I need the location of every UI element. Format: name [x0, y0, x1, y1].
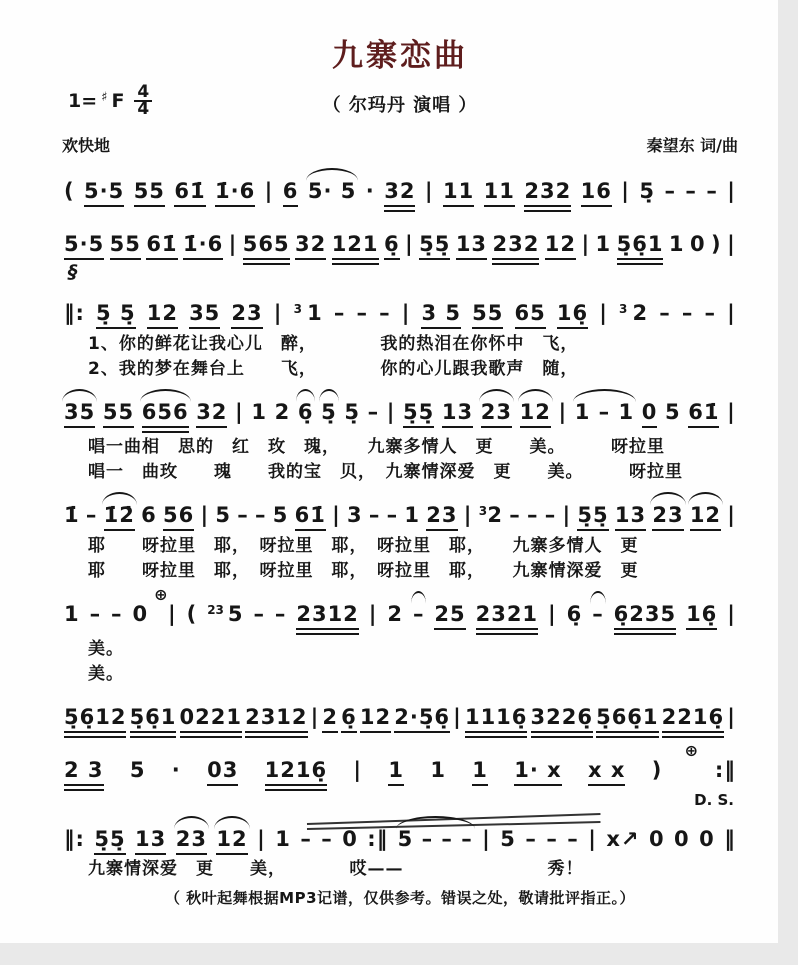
note-group: 1	[307, 301, 323, 325]
music-system	[62, 387, 738, 485]
note-group: x↗	[606, 827, 640, 851]
barline: |	[727, 602, 736, 626]
note-group: 5̣66̣1	[596, 704, 658, 738]
note-group: 6̣	[384, 231, 400, 260]
note-group: –	[509, 503, 521, 527]
note-group: –	[274, 602, 287, 626]
note-group: 2	[632, 301, 649, 325]
note-group: 25	[434, 601, 465, 630]
note-group: –	[356, 301, 368, 325]
note-group: 5̣6̣1	[617, 231, 664, 265]
music-system	[62, 166, 738, 214]
barline: )	[711, 232, 722, 256]
notes-row	[62, 585, 738, 637]
barline: |	[200, 503, 210, 527]
barline: |	[727, 179, 736, 203]
note-group: 1̇2̇	[104, 502, 135, 531]
note-group: –	[659, 301, 671, 325]
key-letter: F	[111, 90, 125, 112]
note-group: –	[368, 503, 381, 527]
note-group: 3	[347, 503, 363, 527]
note-group: 55	[103, 399, 134, 428]
note-group: 2	[322, 704, 338, 733]
note-group: –	[546, 827, 558, 851]
barline: |	[588, 827, 597, 851]
note-group: 56	[163, 502, 194, 531]
note-group: 2312	[245, 704, 307, 738]
music-system	[62, 219, 738, 283]
note-group: 1̇·6	[183, 231, 223, 260]
note-group: –	[237, 503, 249, 527]
lyric-line: 唱一曲相 思的 红 玫 瑰， 九寨多情人 更 美。 呀拉里	[88, 437, 665, 457]
note-group: 61̇	[146, 231, 177, 260]
note-group: 5̣6̣12	[64, 704, 126, 738]
note-group: –	[386, 503, 399, 527]
note-group: 5̣5̣	[94, 826, 125, 855]
notes-row	[62, 741, 738, 793]
note-group: x x	[588, 757, 625, 786]
note-group: 2 3	[64, 757, 104, 791]
lyric-line: 耶 呀拉里 耶， 呀拉里 耶， 呀拉里 耶， 九寨多情人 更	[88, 536, 639, 556]
note-group: 1̇	[64, 503, 80, 527]
note-group: 232	[492, 231, 539, 265]
note-group: 656	[142, 399, 189, 433]
note-group: 12	[690, 502, 721, 531]
note-group: 1̇·6	[215, 178, 255, 207]
barline: |	[257, 827, 266, 851]
barline: :‖	[714, 758, 736, 782]
note-group: 5 – – –	[397, 827, 473, 851]
note-group: 1216̣	[265, 757, 327, 791]
note-group: 565	[243, 231, 290, 265]
note-group: 0221	[180, 704, 242, 738]
note-group: 5	[227, 602, 244, 626]
barline: |	[273, 301, 283, 325]
barline: |	[621, 179, 630, 203]
right-edge	[778, 0, 798, 965]
note-group: 23	[652, 502, 683, 531]
note-group: 23	[176, 826, 207, 855]
sheet-content	[62, 30, 738, 908]
barline: |	[558, 400, 568, 424]
notes-row	[62, 219, 738, 267]
coda-icon: ⊕	[684, 741, 700, 760]
note-group: 35	[64, 399, 95, 428]
note-group: 11	[484, 178, 515, 207]
grace-note: 3	[293, 302, 302, 316]
note-group: 1	[404, 503, 421, 527]
note-group: 2	[487, 503, 503, 527]
note-group: –	[333, 301, 346, 325]
barline: |	[310, 705, 320, 729]
lyric-line: 美。	[88, 639, 124, 659]
note-group: 13	[442, 399, 473, 428]
note-group: –	[525, 827, 537, 851]
barline: |	[548, 602, 557, 626]
note-group: 23	[481, 399, 512, 428]
note-group: –	[681, 301, 694, 325]
note-group: 2321	[476, 601, 538, 635]
note-group: –	[685, 179, 697, 203]
note-group: –	[367, 400, 380, 424]
grace-note: 3	[478, 504, 488, 518]
notes-row	[62, 288, 738, 332]
note-group: 55	[134, 178, 165, 207]
barline: |	[727, 705, 736, 729]
note-group: 0	[699, 827, 715, 851]
note-group: 0	[689, 232, 706, 256]
barline: |	[405, 232, 414, 256]
note-group: –	[85, 503, 98, 527]
segno-icon: §	[68, 261, 78, 283]
note-group: 65	[515, 300, 546, 329]
note-group: 61̇	[174, 178, 205, 207]
note-group: 1	[64, 602, 80, 626]
note-group: 11	[443, 178, 474, 207]
note-group: 5̣ 5̣	[96, 300, 136, 329]
note-group: 1	[251, 400, 267, 424]
note-group: 32	[295, 231, 326, 260]
note-group: 121	[332, 231, 379, 265]
lyric-line: 唱一 曲玫 瑰 我的宝 贝， 九寨情深爱 更 美。 呀拉里	[88, 462, 683, 482]
score-area	[62, 166, 738, 882]
note-group: 13	[135, 826, 166, 855]
note-group: 2312	[296, 601, 358, 635]
note-group: 1116̣	[465, 704, 527, 738]
note-group: 5· 5	[307, 179, 357, 203]
lyric-line: 1、你的鲜花让我心儿 醉， 我的热泪在你怀中 飞，	[88, 334, 579, 354]
barline: |	[424, 179, 434, 203]
note-group: 0	[674, 827, 690, 851]
note-group: 1	[595, 232, 612, 256]
note-group: –	[321, 827, 333, 851]
barline: |	[727, 232, 736, 256]
notes-row	[62, 490, 738, 534]
music-system	[62, 585, 738, 687]
note-group: 6̣	[297, 400, 314, 424]
note-group: ·	[171, 758, 181, 782]
note-group: 1	[275, 827, 291, 851]
tempo-marking: 欢快地	[62, 136, 111, 155]
note-group: 6̣	[341, 704, 357, 733]
barline: |	[386, 400, 396, 424]
note-group: 1 – 1	[574, 400, 635, 424]
barline: |	[599, 301, 608, 325]
time-signature	[134, 82, 152, 119]
note-group: –	[111, 602, 123, 626]
note-group: 5·5	[64, 231, 104, 260]
barline: ‖	[724, 827, 736, 851]
note-group: 03	[207, 757, 238, 786]
note-group: 2	[387, 602, 403, 626]
note-group: –	[300, 827, 312, 851]
note-group: 6̣235	[614, 601, 676, 635]
note-group: 23	[231, 300, 262, 329]
sharp-icon: ♯	[101, 89, 108, 105]
barline: |	[727, 503, 736, 527]
barline: :‖	[367, 827, 389, 851]
barline: |	[463, 503, 473, 527]
lyric-line: 耶 呀拉里 耶， 呀拉里 耶， 呀拉里 耶， 九寨情深爱 更	[88, 561, 639, 581]
music-system	[62, 692, 738, 740]
barline: |	[235, 400, 244, 424]
note-group: 5	[664, 400, 681, 424]
grace-note: 3	[619, 302, 628, 316]
note-group: –	[664, 179, 676, 203]
note-group: 12	[520, 399, 551, 428]
note-group: 2	[274, 400, 291, 424]
notes-row	[62, 692, 738, 740]
note-group: –	[704, 301, 717, 325]
note-group: 5	[215, 503, 232, 527]
note-group: –	[544, 503, 557, 527]
dal-segno-label: D. S.	[694, 791, 734, 809]
note-group: –	[592, 602, 604, 626]
note-group: 12	[360, 704, 391, 733]
note-group: 55	[472, 300, 503, 329]
notes-row	[62, 166, 738, 214]
performer-subtitle: （ 尔玛丹 演唱 ）	[322, 95, 478, 116]
note-group: –	[412, 602, 425, 626]
barline: |	[401, 301, 411, 325]
grace-note: 23	[207, 603, 224, 617]
note-group: 5̣5̣	[419, 231, 450, 260]
lyric-line: 2、我的梦在舞台上 飞， 你的心儿跟我歌声 随，	[88, 359, 579, 379]
note-group: 5	[129, 758, 146, 782]
note-group: 12	[147, 300, 178, 329]
note-group: 55	[110, 231, 141, 260]
time-top: 4	[134, 85, 152, 102]
barline: |	[353, 758, 363, 782]
note-group: 35	[189, 300, 220, 329]
barline: |	[562, 503, 572, 527]
note-group: 61̇	[688, 399, 719, 428]
note-group: –	[706, 179, 718, 203]
note-group: 6̣	[566, 602, 583, 626]
barline: |	[332, 503, 341, 527]
music-system	[62, 814, 738, 882]
note-group: 2216̣	[662, 704, 724, 738]
barline: |	[264, 179, 274, 203]
note-group: 1	[668, 232, 685, 256]
music-system	[62, 490, 738, 584]
barline: (	[186, 602, 198, 626]
note-group: 1	[388, 757, 404, 786]
meta-row	[62, 81, 738, 131]
barline: |	[727, 400, 736, 424]
note-group: 61̇	[295, 502, 326, 531]
tempo-row	[62, 133, 738, 156]
note-group: 5·5	[84, 178, 124, 207]
note-group: 3 5	[421, 300, 461, 329]
note-group: 12	[545, 231, 576, 260]
note-group: 0	[132, 602, 149, 626]
note-group: 232	[524, 178, 571, 212]
note-group: 16̣	[557, 300, 588, 329]
notes-row	[62, 387, 738, 435]
barline: (	[64, 179, 75, 203]
barline: |	[482, 827, 491, 851]
key-signature	[68, 82, 152, 119]
time-bottom: 4	[137, 99, 150, 119]
barline: ‖:	[64, 827, 85, 851]
barline: |	[228, 232, 238, 256]
note-group: 0	[642, 399, 658, 428]
note-group: 5	[272, 503, 289, 527]
note-group: 13	[456, 231, 487, 260]
note-group: 2·5̣6̣	[394, 704, 450, 733]
note-group: 5̣	[321, 400, 337, 424]
note-group: 5̣	[344, 400, 360, 424]
note-group: –	[253, 602, 265, 626]
transcriber-note: （ 秋叶起舞根据MP3记谱，仅供参考。错误之处，敬请批评指正。）	[164, 889, 636, 907]
barline: |	[453, 705, 462, 729]
note-group: –	[567, 827, 579, 851]
music-system	[62, 288, 738, 382]
note-group: 0	[648, 827, 665, 851]
note-group: 6	[283, 178, 299, 207]
note-group: 3226̣	[531, 704, 593, 738]
note-group: 6	[141, 503, 157, 527]
bottom-edge	[0, 943, 798, 965]
lyric-line: 美。	[88, 664, 124, 684]
note-group: 1	[430, 758, 446, 782]
barline: )	[651, 758, 663, 782]
note-group: –	[89, 602, 102, 626]
note-group: 5̣6̣1	[130, 704, 177, 738]
note-group: 1· x	[514, 757, 561, 786]
barline: ‖:	[64, 301, 85, 325]
note-group: 0	[342, 827, 358, 851]
note-group: ·	[365, 179, 375, 203]
note-group: 1	[472, 757, 488, 786]
note-group: 32	[196, 399, 227, 428]
note-group: 5̣5̣	[403, 399, 434, 428]
barline: |	[727, 301, 736, 325]
lyric-line: 九寨情深爱 更 美， 哎—— 秀！	[88, 859, 584, 879]
note-group: 16	[581, 178, 612, 207]
coda-icon: ⊕	[154, 585, 169, 604]
note-group: 5	[500, 827, 516, 851]
note-group: 5̣5̣	[577, 502, 608, 531]
composer-credit: 秦望东 词/曲	[646, 136, 738, 155]
music-system	[62, 741, 738, 809]
note-group: –	[255, 503, 267, 527]
note-group: 23	[426, 502, 457, 531]
note-group: –	[526, 503, 539, 527]
song-title: 九寨恋曲	[332, 38, 468, 74]
key-prefix: 1=	[68, 90, 98, 112]
note-group: 13	[615, 502, 646, 531]
barline: |	[581, 232, 591, 256]
note-group: –	[379, 301, 391, 325]
note-group: 16̣	[686, 601, 717, 630]
note-group: 32	[384, 178, 415, 212]
barline: |	[368, 602, 378, 626]
note-group: 12	[216, 826, 247, 855]
barline: |	[168, 602, 177, 626]
note-group: 5̣	[639, 179, 656, 203]
